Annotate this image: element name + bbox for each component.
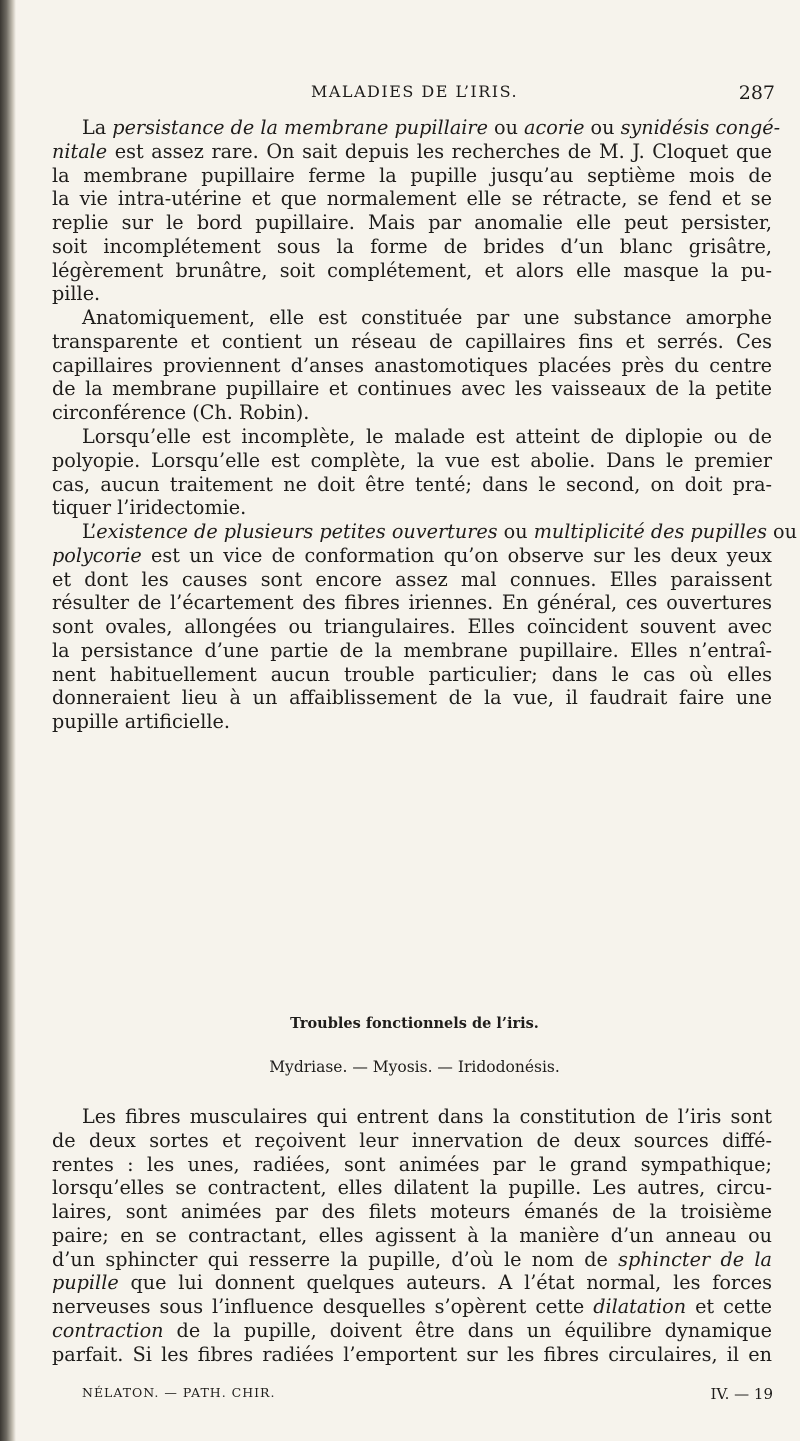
text-line: la membrane pupillaire ferme la pupille jusqu’au septième mois de xyxy=(52,163,772,187)
text-line: donneraient lieu à un affaiblissement de la vue, il faudrait faire une xyxy=(52,686,772,710)
text-line: nitale est assez rare. On sait depuis les recherches de M. J. Cloquet que xyxy=(52,139,772,163)
text-line: polycorie est un vice de conformation qu’on observe sur les deux yeux xyxy=(52,543,772,567)
text-line: polyopie. Lorsqu’elle est complète, la vue est abolie. Dans le premier xyxy=(52,448,772,472)
section-heading: Troubles fonctionnels de l’iris. xyxy=(290,1015,539,1032)
text-line: pille. xyxy=(52,282,101,306)
text-line: résulter de l’écartement des fibres iriennes. En général, ces ouvertures xyxy=(52,591,772,615)
text-line: capillaires proviennent d’anses anastomotiques placées près du centre xyxy=(52,353,772,377)
running-head-title: MALADIES DE L’IRIS. xyxy=(310,82,519,101)
text-line: pupille artificielle. xyxy=(52,710,231,733)
paragraph-persistance-membrane xyxy=(52,116,781,306)
text-line: tiquer l’iridectomie. xyxy=(52,496,247,520)
book-page xyxy=(52,0,797,1441)
text-line: de deux sortes et reçoivent leur innervation de deux sources diffé- xyxy=(52,1128,772,1152)
text-line: paire; en se contractant, elles agissent à la manière d’un anneau ou xyxy=(52,1223,772,1247)
text-line: sont ovales, allongées ou triangulaires. Elles coïncident souvent avec xyxy=(52,615,772,638)
text-line: nerveuses sous l’influence desquelles s’opèrent cette dilatation et cette xyxy=(52,1295,772,1318)
text-line: cas, aucun traitement ne doit être tenté; dans le second, on doit pra- xyxy=(52,472,772,496)
text-line: et dont les causes sont encore assez mal connues. Elles paraissent xyxy=(52,567,772,591)
section-subheading: Mydriase. — Myosis. — Iridodonésis. xyxy=(269,1058,560,1076)
text-line: replie sur le bord pupillaire. Mais par anomalie elle peut persister, xyxy=(52,211,772,234)
book-binding-edge xyxy=(0,0,16,1441)
paragraph-diplopie xyxy=(52,425,772,520)
text-line: lorsqu’elles se contractent, elles dilatent la pupille. Les autres, circu- xyxy=(52,1176,772,1200)
text-line: d’un sphincter qui resserre la pupille, d’où le nom de sphincter de la xyxy=(52,1247,772,1271)
text-line: de la membrane pupillaire et continues avec les vaisseaux de la petite xyxy=(52,377,772,401)
text-line: nent habituellement aucun trouble particulier; dans le cas où elles xyxy=(52,662,772,686)
text-line: légèrement brunâtre, soit complétement, et alors elle masque la pu- xyxy=(52,258,772,282)
text-line: Les fibres musculaires qui entrent dans la constitution de l’iris sont xyxy=(82,1105,772,1128)
footer-signature-mark: IV. — 19 xyxy=(710,1385,773,1403)
text-line: contraction de la pupille, doivent être dans un équilibre dynamique xyxy=(52,1318,772,1342)
text-line: L’existence de plusieurs petites ouvertures ou multiplicité des pupilles ou xyxy=(82,520,797,543)
paragraph-polycorie xyxy=(52,520,797,734)
text-line: Lorsqu’elle est incomplète, le malade est atteint de diplopie ou de xyxy=(82,425,772,448)
text-line: pupille que lui donnent quelques auteurs. A l’état normal, les forces xyxy=(52,1271,772,1295)
text-line: la persistance d’une partie de la membrane pupillaire. Elles n’entraî- xyxy=(52,638,772,662)
paragraph-anatomie xyxy=(52,306,772,425)
paragraph-fibres-musculaires xyxy=(52,1105,772,1366)
page-number: 287 xyxy=(738,82,775,104)
text-line: Anatomiquement, elle est constituée par une substance amorphe xyxy=(82,306,772,329)
text-line: la vie intra-utérine et que normalement elle se rétracte, se fend et se xyxy=(52,187,772,211)
text-line: laires, sont animées par des filets moteurs émanés de la troisième xyxy=(52,1200,772,1223)
page-footer xyxy=(52,1385,777,1407)
text-line: soit incomplétement sous la forme de brides d’un blanc grisâtre, xyxy=(52,234,772,258)
footer-book-reference: NÉLATON. — PATH. CHIR. xyxy=(82,1385,276,1400)
text-line: parfait. Si les fibres radiées l’emportent sur les fibres circulaires, il en xyxy=(52,1342,772,1366)
text-line: La persistance de la membrane pupillaire ou acorie ou synidésis congé- xyxy=(82,116,781,139)
text-line: transparente et contient un réseau de capillaires fins et serrés. Ces xyxy=(52,329,772,353)
running-head xyxy=(52,82,777,106)
text-line: rentes : les unes, radiées, sont animées par le grand sympathique; xyxy=(52,1152,772,1176)
text-line: circonférence (Ch. Robin). xyxy=(52,401,310,424)
